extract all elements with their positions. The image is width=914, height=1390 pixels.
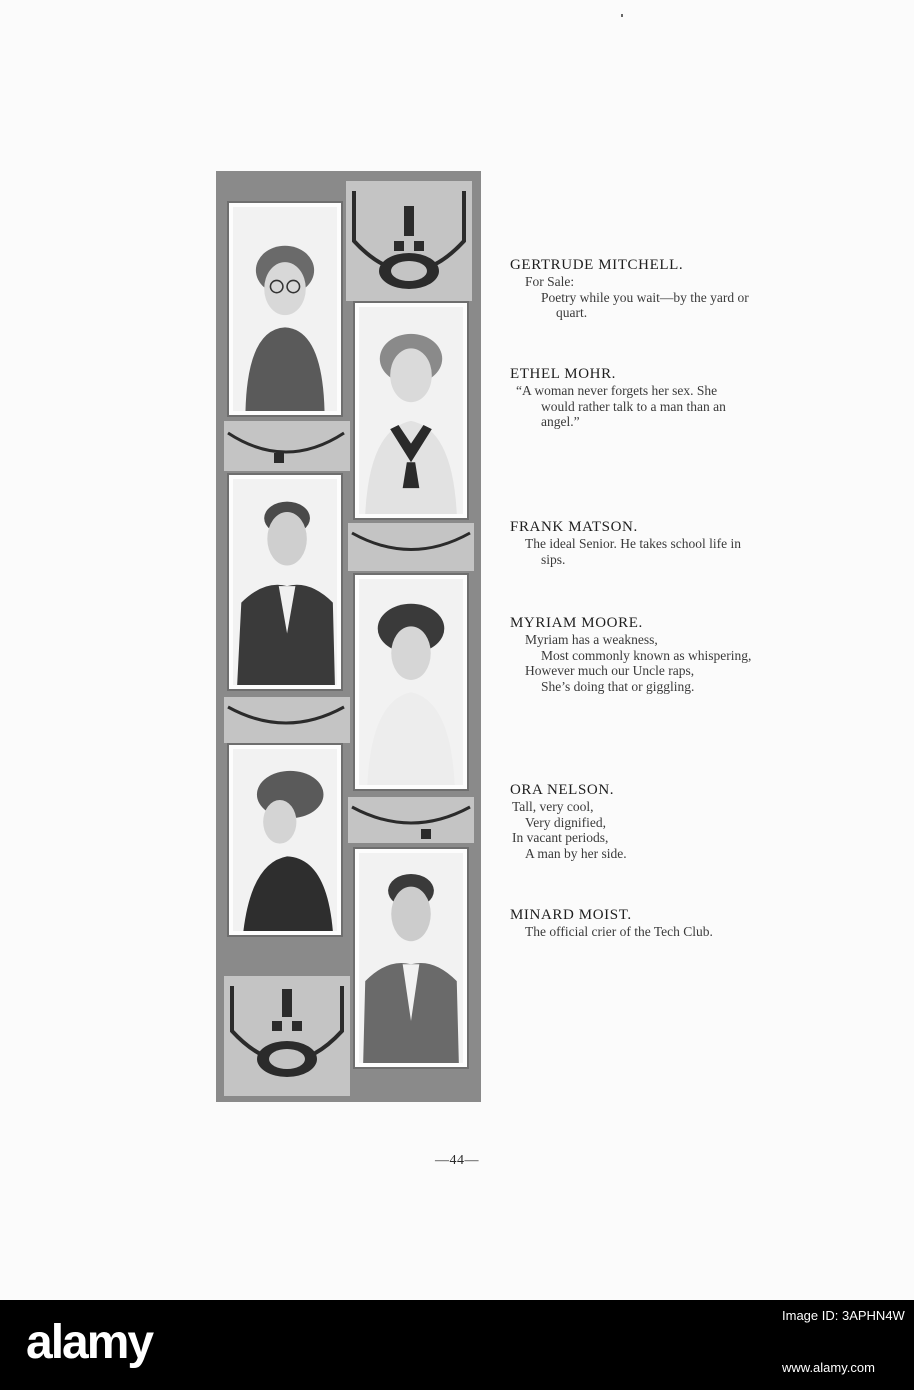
entry-line: In vacant periods, [512, 830, 609, 845]
entry-frank-matson [510, 518, 850, 567]
entry-line: However much our Uncle raps, [525, 663, 695, 678]
ornament-bottom [224, 976, 350, 1096]
portrait-man-suit-icon [233, 479, 337, 685]
entry-line: Myriam has a weakness, [525, 632, 658, 647]
ornament-band-4 [348, 797, 474, 843]
portrait-woman-icon [359, 579, 463, 785]
ornament-band-1 [224, 421, 350, 471]
portrait-frame [353, 573, 469, 791]
portrait-panel [216, 171, 481, 1102]
speck [621, 14, 623, 17]
entry-minard-moist [510, 906, 850, 940]
student-name: FRANK MATSON. [510, 519, 638, 535]
entry-line: The ideal Senior. He takes school life in [525, 536, 741, 551]
entry-line: Tall, very cool, [512, 799, 594, 814]
portrait-frame [353, 301, 469, 520]
portrait-woman-glasses-icon [233, 207, 337, 411]
entry-line: sips. [541, 551, 566, 567]
portrait-frame [353, 847, 469, 1069]
entry-line: Very dignified, [525, 814, 606, 830]
student-name: GERTRUDE MITCHELL. [510, 257, 684, 273]
entry-line: “A woman never forgets her sex. She [516, 383, 718, 398]
image-id: Image ID: 3APHN4W [782, 1308, 905, 1323]
entry-line: The official crier of the Tech Club. [525, 924, 713, 939]
portrait-frame [227, 743, 343, 937]
portrait-frame [227, 473, 343, 691]
portrait-frame [227, 201, 343, 417]
site-url: www.alamy.com [782, 1360, 875, 1375]
student-name: MINARD MOIST. [510, 907, 632, 923]
portrait-woman-profile-icon [233, 749, 337, 931]
entry-line: She’s doing that or giggling. [541, 678, 695, 694]
entry-line: quart. [556, 305, 588, 320]
entry-line: For Sale: [525, 274, 575, 289]
entry-myriam-moore [510, 614, 850, 694]
entry-line: Poetry while you wait—by the yard or [541, 289, 749, 305]
student-name: MYRIAM MOORE. [510, 615, 643, 631]
portrait-man-suit-icon [359, 853, 463, 1063]
entry-line: would rather talk to a man than an [541, 398, 726, 414]
page-number: —44— [435, 1153, 479, 1168]
entry-line: angel.” [541, 414, 580, 429]
entry-line: A man by her side. [525, 845, 627, 861]
ornament-band-2 [348, 523, 474, 571]
ornament-band-3 [224, 697, 350, 743]
student-name: ORA NELSON. [510, 782, 615, 798]
entry-ora-nelson [510, 781, 850, 861]
alamy-logo: alamy [26, 1316, 153, 1369]
portrait-woman-sailor-collar-icon [359, 307, 463, 514]
ornament-top [346, 181, 472, 301]
entry-line: Most commonly known as whispering, [541, 647, 752, 663]
entry-ethel-mohr [510, 365, 850, 430]
student-name: ETHEL MOHR. [510, 366, 617, 382]
entry-gertrude-mitchell [510, 256, 850, 321]
